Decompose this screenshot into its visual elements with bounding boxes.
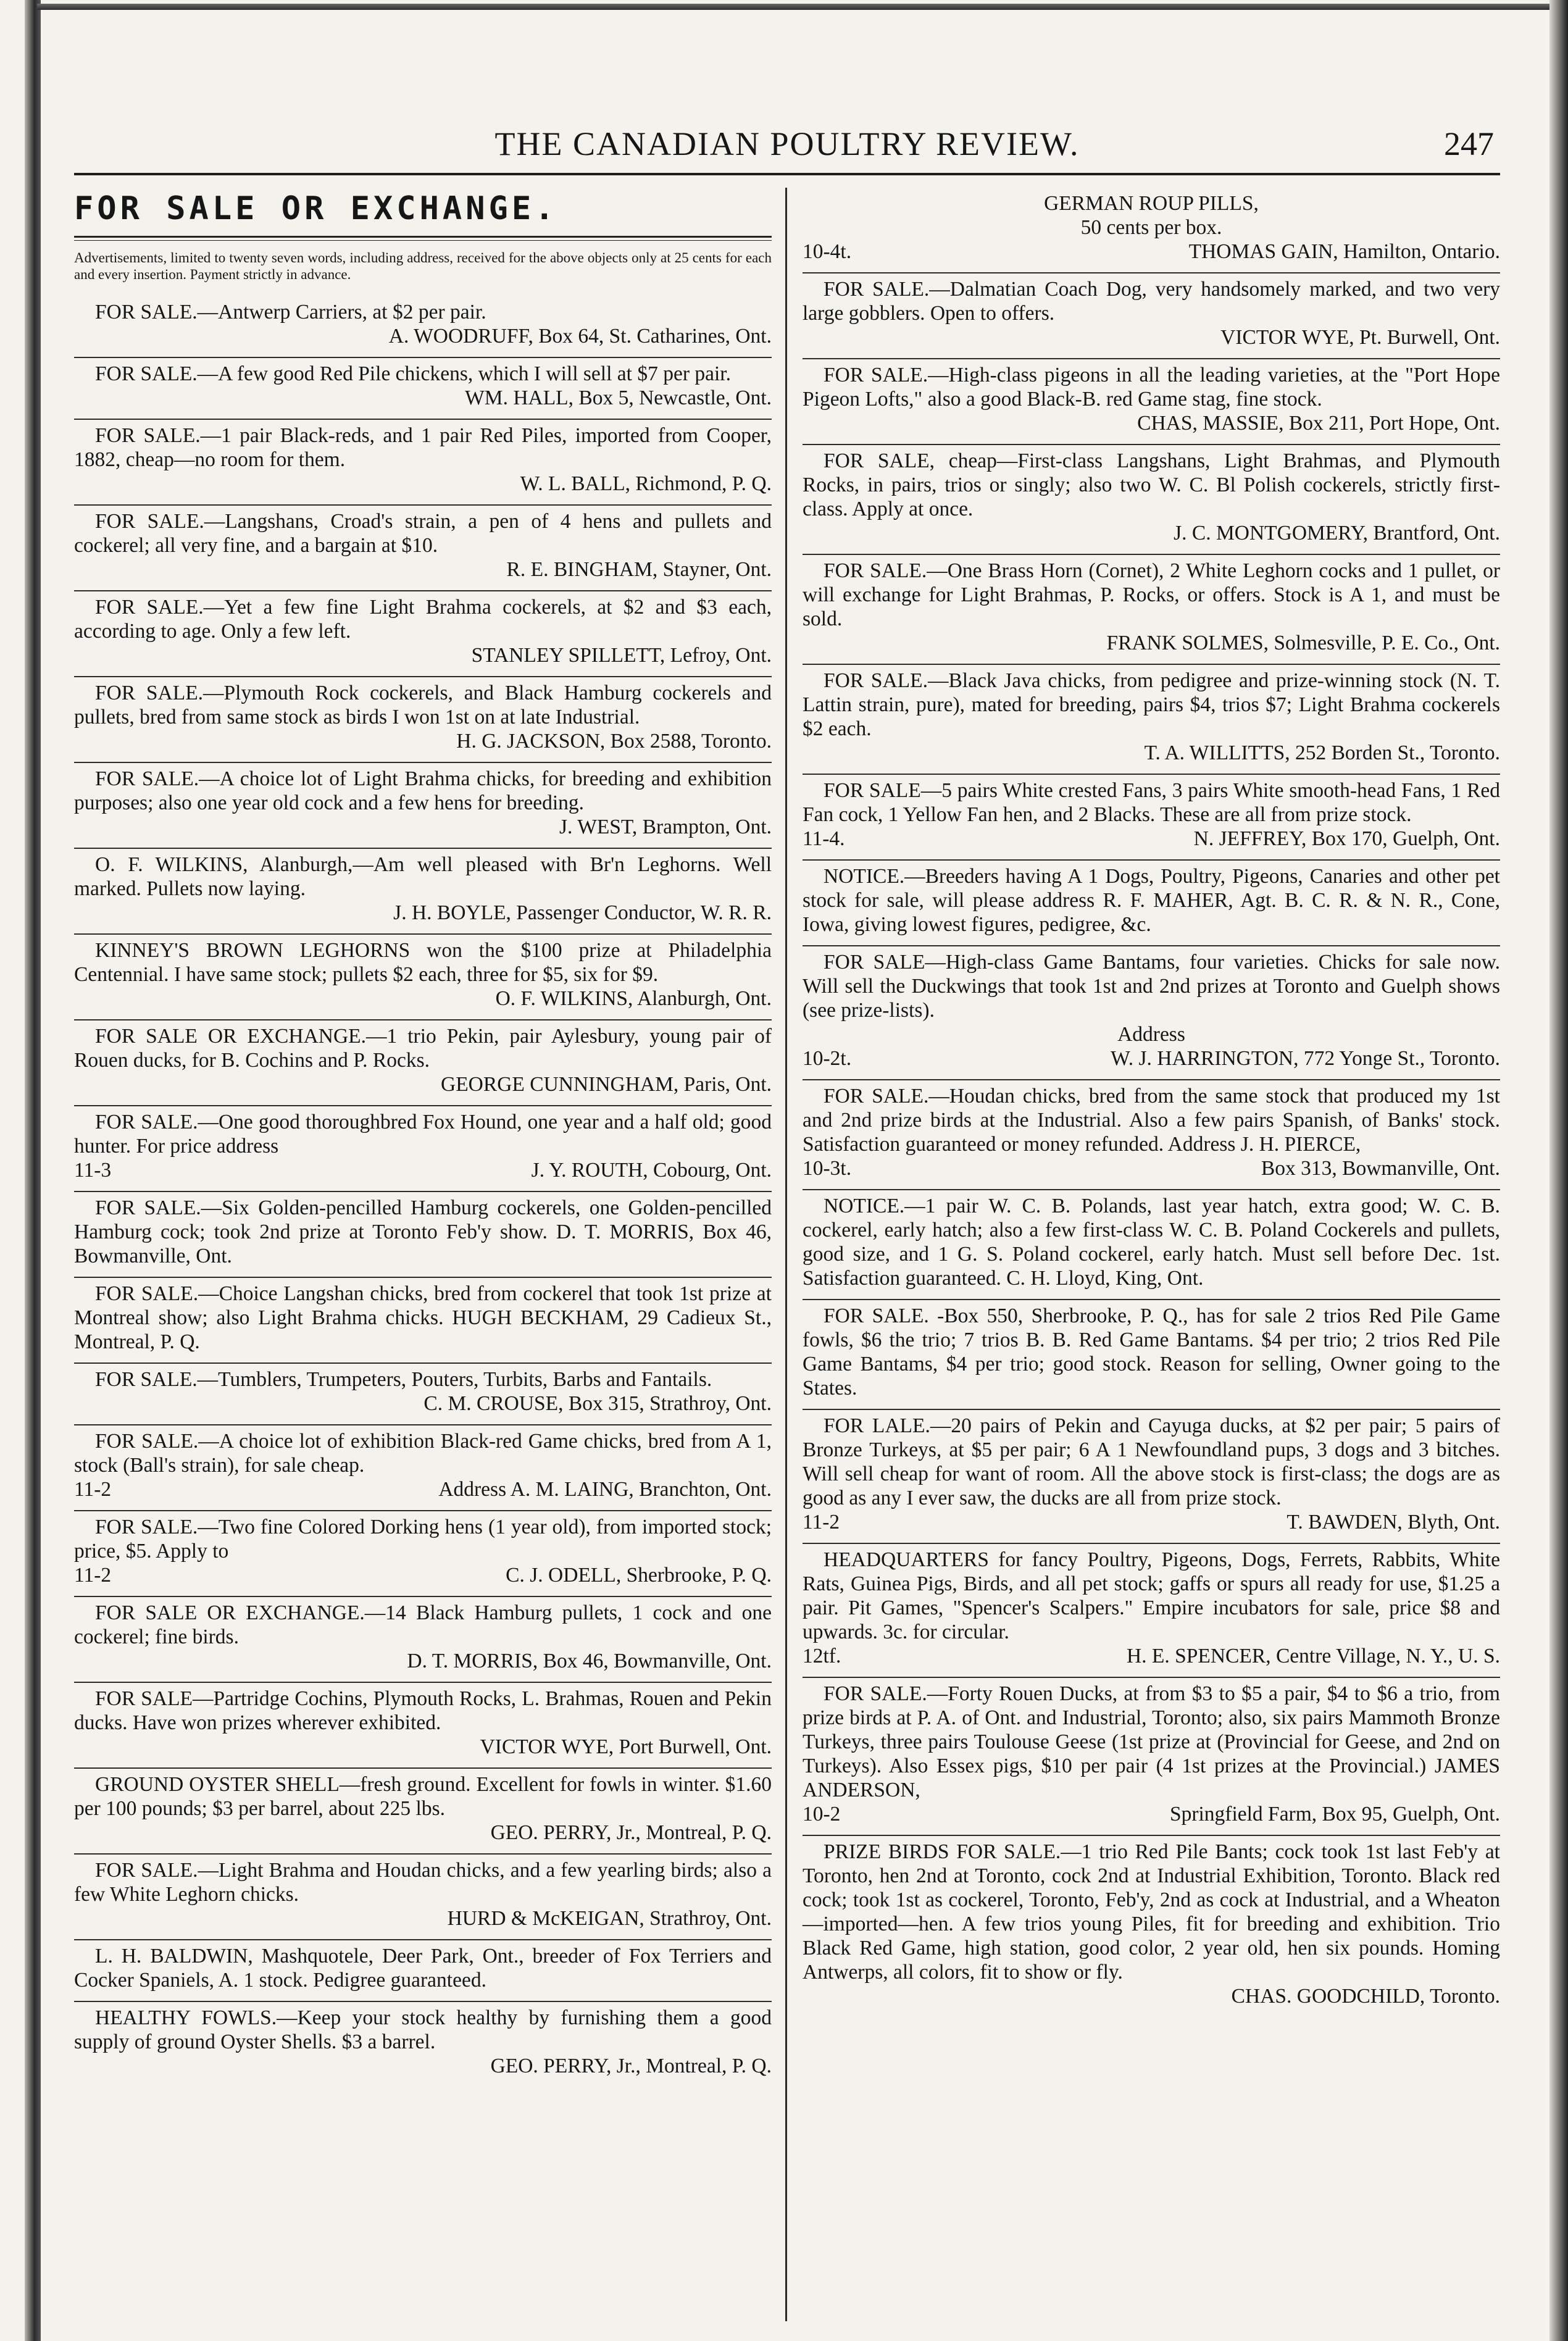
ad-signature-row — [803, 827, 1500, 851]
ad-text: FOR SALE.—Black Java chicks, from pedigree and prize-winning stock (N. T. Lattin strain, pure), mated for breeding, pairs $4, trios $7; Light Brahma cockerels $2 each. — [803, 669, 1500, 740]
classified-ad — [803, 1189, 1500, 1299]
classified-ad — [74, 357, 772, 419]
page-right-edge — [1549, 0, 1568, 2341]
classified-ad — [74, 1424, 772, 1510]
ad-heading: GERMAN ROUP PILLS, — [1044, 192, 1259, 215]
ad-advertiser: H. E. SPENCER, Centre Village, N. Y., U. S. — [1126, 1645, 1500, 1667]
ad-advertiser: A. WOODRUFF, Box 64, St. Catharines, Ont. — [388, 325, 772, 348]
ad-insertion-code: 10-2t. — [803, 1047, 852, 1070]
ad-text: FOR SALE, cheap—First-class Langshans, Light Brahmas, and Plymouth Rocks, in pairs, trios or singly; also two W. C. Bl Polish cockerels, strictly first-class. Apply at once. — [803, 449, 1500, 520]
ad-advertiser: J. Y. ROUTH, Cobourg, Ont. — [531, 1159, 772, 1182]
ad-text: NOTICE.—Breeders having A 1 Dogs, Poultry, Pigeons, Canaries and other pet stock for sale, will please address R. F. MAHER, Agt. B. C. R. & N. R., Cone, Iowa, giving lowest figures, pedigree, &c. — [803, 865, 1500, 936]
ad-insertion-code: 10-4t. — [803, 240, 852, 263]
ad-advertiser: J. WEST, Brampton, Ont. — [559, 816, 772, 838]
ad-text: GROUND OYSTER SHELL—fresh ground. Excellent for fowls in winter. $1.60 per 100 pounds; $3 per barrel, about 225 lbs. — [74, 1773, 772, 1820]
ad-text: FOR SALE OR EXCHANGE.—1 trio Pekin, pair Aylesbury, young pair of Rouen ducks, for B. Cochins and P. Rocks. — [74, 1025, 772, 1072]
classified-ad — [803, 1299, 1500, 1409]
ad-insertion-code: 11-2 — [74, 1564, 112, 1587]
classified-ad — [803, 1543, 1500, 1677]
classified-ad — [74, 1939, 772, 2001]
ad-address-label: Address — [1117, 1023, 1185, 1046]
ad-text: FOR SALE.—A few good Red Pile chickens, which I will sell at $7 per pair. — [95, 362, 731, 385]
classified-ad — [74, 1362, 772, 1424]
ad-advertiser: C. M. CROUSE, Box 315, Strathroy, Ont. — [423, 1392, 772, 1415]
ad-insertion-code: 10-3t. — [803, 1157, 852, 1180]
classified-ad — [74, 1767, 772, 1853]
classified-ad — [803, 664, 1500, 774]
classified-ad — [803, 945, 1500, 1079]
ad-insertion-code: 11-2 — [74, 1478, 112, 1501]
ad-advertiser: GEO. PERRY, Jr., Montreal, P. Q. — [490, 2055, 772, 2077]
section-title: FOR SALE OR EXCHANGE. — [74, 190, 558, 227]
ad-advertiser: GEORGE CUNNINGHAM, Paris, Ont. — [441, 1073, 772, 1096]
classified-columns — [74, 188, 1500, 2321]
classified-ad — [803, 272, 1500, 358]
classified-ad — [803, 554, 1500, 664]
ad-advertiser: R. E. BINGHAM, Stayner, Ont. — [506, 558, 772, 581]
ad-text: FOR SALE.—One good thoroughbred Fox Hound, one year and a half old; good hunter. For price address — [74, 1111, 772, 1158]
ad-text: FOR SALE. -Box 550, Sherbrooke, P. Q., has for sale 2 trios Red Pile Game fowls, $6 the trio; 7 trios B. B. Red Game Bantams. $4 per trio; 2 trios Red Pile Game Bantams, $4 per trio; good stock. Reason for selling, Owner going to the States. — [803, 1304, 1500, 1400]
classified-ad — [803, 1835, 1500, 2017]
ad-signature-row — [74, 1158, 772, 1182]
page-number: 247 — [1444, 125, 1494, 162]
ad-insertion-code: 11-3 — [74, 1159, 112, 1182]
ad-advertiser: W. L. BALL, Richmond, P. Q. — [520, 472, 772, 495]
ad-advertiser: VICTOR WYE, Pt. Burwell, Ont. — [1220, 326, 1500, 349]
ad-advertiser: THOMAS GAIN, Hamilton, Ontario. — [1188, 240, 1500, 263]
ad-text: FOR SALE.—Plymouth Rock cockerels, and Black Hamburg cockerels and pullets, bred from same stock as birds I won 1st on at late Industrial. — [74, 682, 772, 728]
classified-ad — [803, 1079, 1500, 1189]
classified-ad — [74, 1682, 772, 1767]
ad-text: NOTICE.—1 pair W. C. B. Polands, last year hatch, extra good; W. C. B. cockerel, early hatch; also a few first-class W. C. B. Poland Cockerels and pullets, good size, and 1 G. S. Poland cockerel, early hatch. Must sell before Dec. 1st. Satisfaction guaranteed. C. H. Lloyd, King, Ont. — [803, 1195, 1500, 1290]
ad-advertiser: J. C. MONTGOMERY, Brantford, Ont. — [1174, 522, 1500, 545]
newspaper-page — [74, 111, 1500, 2321]
ad-subheading: 50 cents per box. — [1080, 216, 1222, 239]
ad-text: FOR SALE.—Tumblers, Trumpeters, Pouters, Turbits, Barbs and Fantails. — [95, 1368, 712, 1391]
ad-advertiser: FRANK SOLMES, Solmesville, P. E. Co., Ont. — [1106, 632, 1500, 654]
classified-ad — [74, 2001, 772, 2087]
left-column — [74, 188, 772, 2321]
ad-text: FOR SALE.—Forty Rouen Ducks, at from $3 to $5 a pair, $4 to $6 a trio, from prize birds at P. A. of Ont. and Industrial, Toronto; also, six pairs Mammoth Bronze Turkeys, three pairs Toulouse Geese (1st prize at (Provincial for Geese, and 2nd on Turkeys). Also Essex pigs, $10 per pair (4 1st prizes at the Provincial.) JAMES ANDERSON, — [803, 1682, 1500, 1801]
ad-text: FOR SALE.—A choice lot of exhibition Black-red Game chicks, bred from A 1, stock (Ball's strain), for sale cheap. — [74, 1430, 772, 1477]
ad-insertion-code: 11-2 — [803, 1511, 840, 1534]
ad-text: FOR SALE.—Light Brahma and Houdan chicks, and a few yearling birds; also a few White Leghorn chicks. — [74, 1859, 772, 1906]
ad-text: FOR SALE.—One Brass Horn (Cornet), 2 White Leghorn cocks and 1 pullet, or will exchange for Light Brahmas, P. Rocks, or offers. Stock is A 1, and must be sold. — [803, 559, 1500, 630]
classified-ad — [74, 504, 772, 590]
ad-text: KINNEY'S BROWN LEGHORNS won the $100 prize at Philadelphia Centennial. I have same stock; pullets $2 each, three for $5, six for $9. — [74, 939, 772, 986]
classified-ad — [803, 444, 1500, 554]
classified-ad — [74, 1191, 772, 1277]
ad-text: FOR SALE.—Yet a few fine Light Brahma cockerels, at $2 and $3 each, according to age. Only a few left. — [74, 596, 772, 643]
ad-signature-row — [803, 1510, 1500, 1534]
classified-ad — [74, 1277, 772, 1362]
classified-ad — [74, 762, 772, 848]
ad-text: FOR LALE.—20 pairs of Pekin and Cayuga ducks, at $2 per pair; 5 pairs of Bronze Turkeys, at $5 per pair; 6 A 1 Newfoundland pups, 3 dogs and 3 bitches. Will sell cheap for want of room. All the above stock is first-class; the dogs are as good as any I ever saw, the ducks are all from prize stock. — [803, 1414, 1500, 1509]
classified-ad — [803, 774, 1500, 859]
ad-advertiser: C. J. ODELL, Sherbrooke, P. Q. — [506, 1564, 772, 1587]
ad-text: FOR SALE.—1 pair Black-reds, and 1 pair Red Piles, imported from Cooper, 1882, cheap—no room for them. — [74, 424, 772, 471]
page-title: THE CANADIAN POULTRY REVIEW. — [494, 125, 1080, 162]
ad-signature-row — [803, 1644, 1500, 1668]
ad-text: PRIZE BIRDS FOR SALE.—1 trio Red Pile Bants; cock took 1st last Feb'y at Toronto, hen 2nd at Toronto, cock 2nd at Industrial Exhibition, Toronto. Black red cock; took 1st as cockerel, Toronto, Feb'y, 2nd as cock at Industrial, and a Wheaton—imported—hen. A few trios young Piles, fit for breeding and exhibition. Trio Black Red Game, high station, good color, 2 year old, hen six pounds. Homing Antwerps, all colors, fit to show or fly. — [803, 1840, 1500, 1984]
ad-advertiser: GEO. PERRY, Jr., Montreal, P. Q. — [490, 1821, 772, 1844]
ad-advertiser: N. JEFFREY, Box 170, Guelph, Ont. — [1193, 827, 1500, 850]
ad-advertiser: O. F. WILKINS, Alanburgh, Ont. — [495, 987, 772, 1010]
ad-advertiser: H. G. JACKSON, Box 2588, Toronto. — [456, 730, 772, 753]
ad-signature-row — [74, 1563, 772, 1587]
top-edge-rule — [37, 4, 1568, 10]
ad-text: FOR SALE.—Antwerp Carriers, at $2 per pair. — [95, 301, 486, 323]
column-divider — [785, 188, 787, 2321]
ad-advertiser: T. BAWDEN, Blyth, Ont. — [1287, 1511, 1500, 1534]
ad-text: HEADQUARTERS for fancy Poultry, Pigeons, Dogs, Ferrets, Rabbits, White Rats, Guinea Pigs, Birds, and all pet stock; gaffs or spurs all ready for use, $1.25 a pair. Pit Games, "Spencer's Scalpers." Empire incubators for sale, price $8 and upwards. 3c. for circular. — [803, 1548, 1500, 1643]
ad-advertiser: STANLEY SPILLETT, Lefroy, Ont. — [471, 644, 772, 667]
classified-ad — [803, 358, 1500, 444]
ad-text: FOR SALE—5 pairs White crested Fans, 3 pairs White smooth-head Fans, 1 Red Fan cock, 1 Yellow Fan hen, and 2 Blacks. These are all from prize stock. — [803, 779, 1500, 826]
classified-ad — [74, 933, 772, 1019]
ad-advertiser: J. H. BOYLE, Passenger Conductor, W. R. R. — [393, 901, 772, 924]
ad-text: FOR SALE.—Langshans, Croad's strain, a pen of 4 hens and pullets and cockerel; all very fine, and a bargain at $10. — [74, 510, 772, 557]
classified-ad — [74, 676, 772, 762]
ad-advertiser: WM. HALL, Box 5, Newcastle, Ont. — [465, 386, 772, 409]
ad-advertiser: D. T. MORRIS, Box 46, Bowmanville, Ont. — [407, 1650, 772, 1672]
ad-text: FOR SALE.—Choice Langshan chicks, bred from cockerel that took 1st prize at Montreal show; also Light Brahma chicks. HUGH BECKHAM, 29 Cadieux St., Montreal, P. Q. — [74, 1282, 772, 1353]
ad-text: HEALTHY FOWLS.—Keep your stock healthy by furnishing them a good supply of ground Oyster Shells. $3 a barrel. — [74, 2006, 772, 2053]
ad-text: FOR SALE.—Two fine Colored Dorking hens (1 year old), from imported stock; price, $5. Apply to — [74, 1516, 772, 1563]
classified-ad — [803, 1677, 1500, 1835]
ad-advertiser: CHAS. GOODCHILD, Toronto. — [1231, 1985, 1500, 2008]
ad-advertiser: HURD & McKEIGAN, Strathroy, Ont. — [447, 1907, 772, 1930]
ad-advertiser: CHAS, MASSIE, Box 211, Port Hope, Ont. — [1137, 412, 1500, 435]
classified-ad — [74, 296, 772, 357]
ad-advertiser: Springfield Farm, Box 95, Guelph, Ont. — [1169, 1803, 1500, 1826]
classified-ad — [74, 1105, 772, 1191]
ad-insertion-code: 10-2 — [803, 1803, 841, 1826]
right-ads-list — [803, 188, 1500, 2017]
ad-text: FOR SALE.—High-class pigeons in all the leading varieties, at the "Port Hope Pigeon Lofts," also a good Black-B. red Game stag, fine stock. — [803, 364, 1500, 411]
ad-text: FOR SALE—Partridge Cochins, Plymouth Rocks, L. Brahmas, Rouen and Pekin ducks. Have won prizes wherever exhibited. — [74, 1687, 772, 1734]
classified-ad — [74, 848, 772, 933]
ad-signature-row — [803, 240, 1500, 264]
page-header — [74, 111, 1500, 175]
ad-advertiser: VICTOR WYE, Port Burwell, Ont. — [480, 1735, 772, 1758]
left-ads-list — [74, 296, 772, 2087]
classified-ad — [74, 590, 772, 676]
ad-advertiser: T. A. WILLITTS, 252 Borden St., Toronto. — [1144, 741, 1500, 764]
classified-ad — [803, 859, 1500, 945]
ad-signature-row — [803, 1156, 1500, 1180]
ad-text: L. H. BALDWIN, Mashquotele, Deer Park, Ont., breeder of Fox Terriers and Cocker Spaniels, A. 1 stock. Pedigree guaranteed. — [74, 1945, 772, 1992]
ad-signature-row — [803, 1046, 1500, 1070]
classified-ad — [74, 1596, 772, 1682]
advertising-terms: Advertisements, limited to twenty seven words, including address, received for the above objects only at 25 cents for each and every insertion. Payment strictly in advance. — [74, 250, 772, 282]
ad-insertion-code: 11-4. — [803, 827, 845, 850]
ad-insertion-code: 12tf. — [803, 1645, 841, 1667]
ad-text: FOR SALE.—A choice lot of Light Brahma chicks, for breeding and exhibition purposes; also one year old cock and a few hens for breeding. — [74, 767, 772, 814]
ad-advertiser: W. J. HARRINGTON, 772 Yonge St., Toronto. — [1111, 1047, 1500, 1070]
ad-text: O. F. WILKINS, Alanburgh,—Am well pleased with Br'n Leghorns. Well marked. Pullets now laying. — [74, 853, 772, 900]
classified-ad — [74, 1853, 772, 1939]
ad-text: FOR SALE.—Six Golden-pencilled Hamburg cockerels, one Golden-pencilled Hamburg cock; took 2nd prize at Toronto Feb'y show. D. T. MORRIS, Box 46, Bowmanville, Ont. — [74, 1196, 772, 1267]
ad-text: FOR SALE OR EXCHANGE.—14 Black Hamburg pullets, 1 cock and one cockerel; fine birds. — [74, 1601, 772, 1648]
ad-text: FOR SALE.—Houdan chicks, bred from the same stock that produced my 1st and 2nd prize birds at the Industrial. Also a few pairs Spanish, of Banks' stock. Satisfaction guaranteed or money refunded. Address J. H. PIERCE, — [803, 1085, 1500, 1156]
ad-signature-row — [74, 1477, 772, 1501]
ad-signature-row — [803, 1802, 1500, 1826]
classified-ad — [803, 1409, 1500, 1543]
classified-ad — [74, 1019, 772, 1105]
page-binding-shadow — [25, 0, 41, 2341]
right-column — [803, 188, 1500, 2321]
classified-ad — [74, 419, 772, 504]
section-rule — [74, 236, 772, 241]
ad-advertiser: Box 313, Bowmanville, Ont. — [1261, 1157, 1500, 1180]
classified-ad — [803, 188, 1500, 272]
classified-ad — [74, 1510, 772, 1596]
ad-text: FOR SALE—High-class Game Bantams, four varieties. Chicks for sale now. Will sell the Duckwings that took 1st and 2nd prizes at Toronto and Guelph shows (see prize-lists). — [803, 951, 1500, 1022]
ad-advertiser: Address A. M. LAING, Branchton, Ont. — [438, 1478, 772, 1501]
ad-text: FOR SALE.—Dalmatian Coach Dog, very handsomely marked, and two very large gobblers. Open to offers. — [803, 278, 1500, 325]
